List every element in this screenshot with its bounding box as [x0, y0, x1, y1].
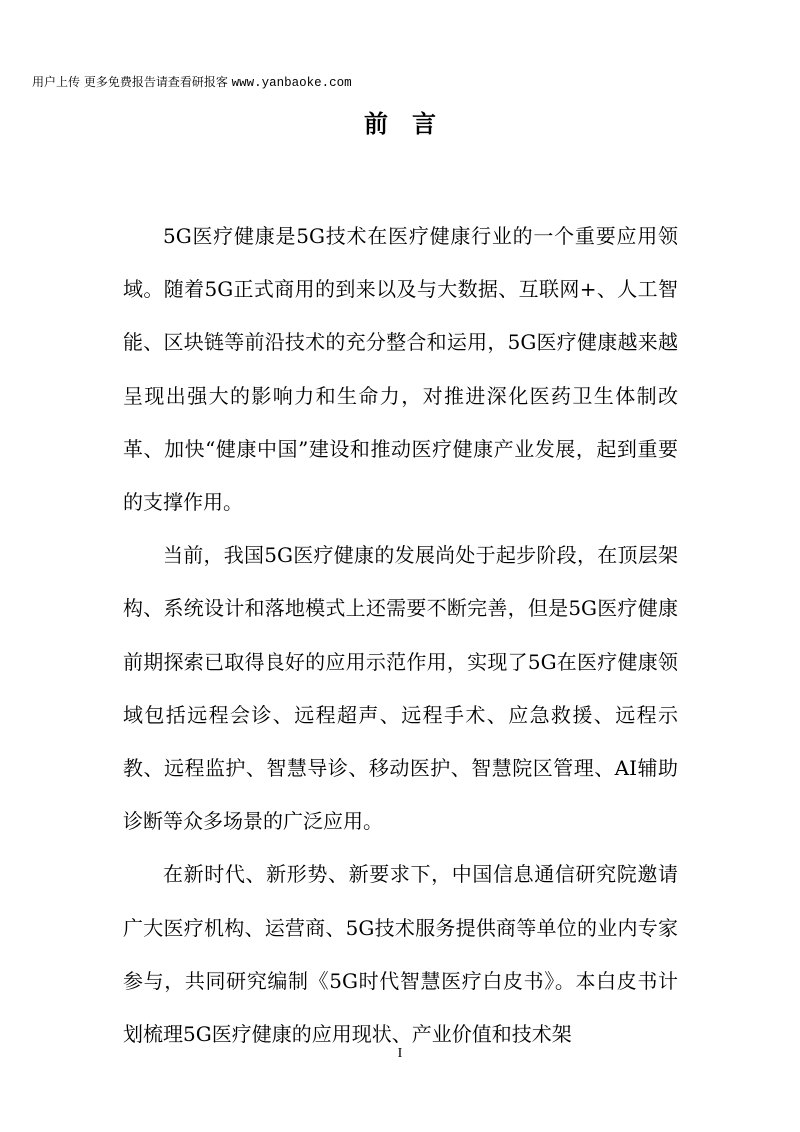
watermark-url[interactable]: www.yanbaoke.com	[231, 76, 352, 90]
watermark-header	[32, 74, 352, 91]
paragraph-intro: 5G医疗健康是5G技术在医疗健康行业的一个重要应用领域。随着5G正式商用的到来以及与大数据、互联网+、人工智能、区块链等前沿技术的充分整合和运用，5G医疗健康越来越呈现出强大的影响力和生命力，对推进深化医药卫生体制改革、加快“健康中国”建设和推动医疗健康产业发展，起到重要的支撑作用。	[123, 224, 678, 515]
paragraph-current-status: 当前，我国5G医疗健康的发展尚处于起步阶段，在顶层架构、系统设计和落地模式上还需要不断完善，但是5G医疗健康前期探索已取得良好的应用示范作用，实现了5G在医疗健康领域包括远程会诊、远程超声、远程手术、应急救援、远程示教、远程监护、智慧导诊、移动医护、智慧院区管理、AI辅助诊断等众多场景的广泛应用。	[123, 543, 678, 834]
body-text	[123, 210, 678, 1061]
watermark-text: 用户上传 更多免费报告请查看研报客	[32, 75, 228, 89]
paragraph-whitepaper-plan: 在新时代、新形势、新要求下，中国信息通信研究院邀请广大医疗机构、运营商、5G技术服务提供商等单位的业内专家参与，共同研究编制《5G时代智慧医疗白皮书》。本白皮书计划梳理5G医疗健康的应用现状、产业价值和技术架	[123, 862, 678, 1047]
page-title: 前言	[364, 110, 460, 138]
page-number: I	[397, 1046, 403, 1061]
